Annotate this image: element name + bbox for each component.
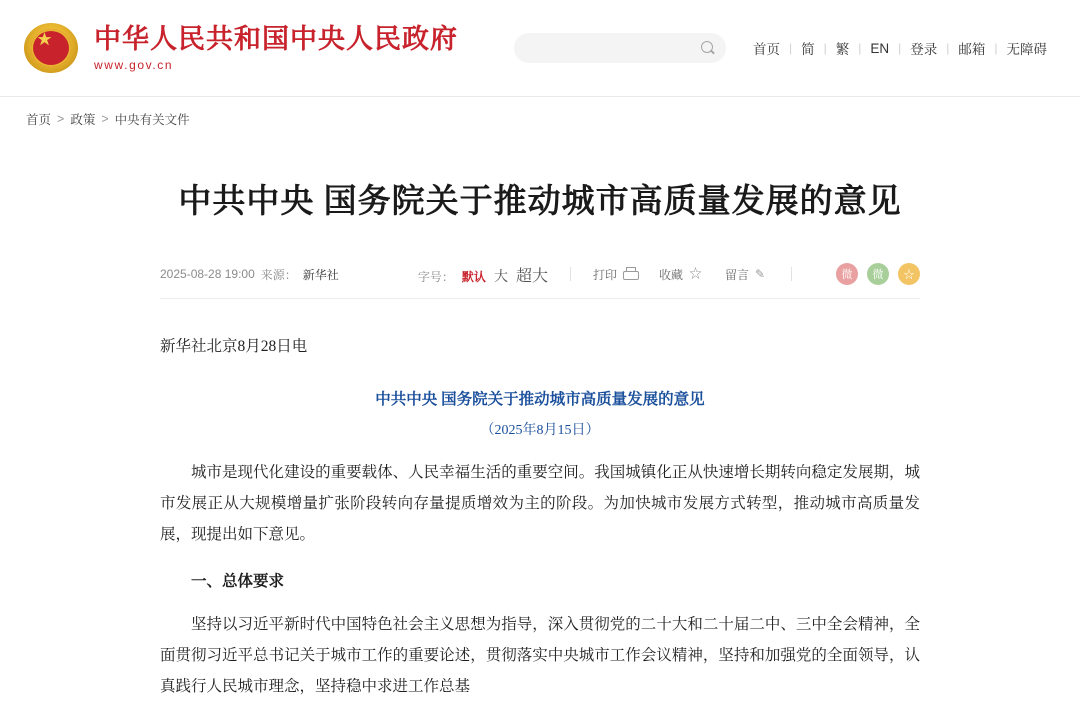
font-size-default[interactable]: 默认: [461, 269, 486, 284]
search-input[interactable]: [530, 40, 700, 56]
star-icon[interactable]: ☆: [688, 266, 702, 282]
publish-datetime: 2025-08-28 19:00: [160, 267, 255, 282]
breadcrumb-item-policy[interactable]: 政策: [70, 112, 96, 127]
site-header: [0, 0, 1080, 96]
nav-item-accessibility[interactable]: 无障碍: [1006, 42, 1047, 57]
print-label: 打印: [592, 267, 617, 282]
weibo-share-icon[interactable]: 微: [836, 263, 858, 285]
wechat-share-icon[interactable]: 微: [867, 263, 889, 285]
site-title-cn: 中华人民共和国中央人民政府: [94, 23, 458, 54]
document-date: （2025年8月15日）: [480, 422, 600, 438]
print-button[interactable]: [593, 266, 637, 283]
search-box[interactable]: [514, 33, 726, 63]
header-nav: [744, 38, 1056, 58]
paragraph: 城市是现代化建设的重要载体、人民幸福生活的重要空间。我国城镇化正从快速增长期转向稳定发展期，城市发展正从大规模增量扩张阶段转向存量提质增效为主的阶段。为加快城市发展方式转型，推动城市高质量发展，现提出如下意见。: [160, 463, 920, 543]
nav-separator: |: [858, 41, 862, 55]
breadcrumb-arrow: >: [101, 111, 109, 126]
breadcrumb-arrow: >: [57, 111, 65, 126]
nav-separator: |: [788, 41, 793, 55]
nav-item-mail[interactable]: 邮箱: [958, 42, 986, 57]
site-url: www.gov.cn: [94, 58, 174, 73]
divider: [791, 267, 792, 281]
source-label: 来源：: [260, 267, 297, 282]
nav-item-home[interactable]: 首页: [752, 42, 780, 57]
font-size-large[interactable]: 大: [493, 267, 508, 284]
nav-separator: |: [898, 41, 902, 55]
meta-left: [160, 266, 339, 283]
header-right: [514, 33, 1056, 63]
nav-item-english[interactable]: EN: [870, 40, 890, 56]
qzone-share-icon[interactable]: ☆: [898, 263, 920, 285]
font-size-label: 字号：: [417, 269, 454, 284]
comment-label: 留言: [724, 267, 749, 282]
breadcrumb-item-central-documents[interactable]: 中央有关文件: [114, 112, 190, 127]
nav-item-login[interactable]: 登录: [910, 42, 938, 57]
nav-item-simplified[interactable]: 简: [801, 42, 815, 57]
printer-icon[interactable]: [623, 267, 637, 281]
breadcrumb-item-home[interactable]: 首页: [26, 112, 52, 127]
nav-separator: |: [946, 41, 950, 55]
article-meta-bar: [160, 259, 920, 299]
font-size-control: [418, 263, 548, 286]
pen-icon[interactable]: ✎: [755, 267, 766, 282]
font-size-xlarge[interactable]: 超大: [515, 267, 548, 285]
comment-button[interactable]: [725, 266, 769, 283]
favorite-button[interactable]: [659, 266, 703, 283]
nav-separator: |: [823, 41, 827, 55]
meta-tools: [418, 263, 920, 286]
favorite-label: 收藏: [658, 267, 683, 282]
site-title: [94, 24, 458, 72]
national-emblem-icon: [22, 19, 80, 77]
share-buttons: [836, 263, 920, 285]
source-value: 新华社: [302, 267, 339, 282]
nav-item-traditional[interactable]: 繁: [835, 42, 850, 57]
breadcrumb: [0, 96, 1080, 140]
article-body: [160, 331, 920, 702]
nav-separator: |: [994, 41, 998, 55]
page-title: 中共中央 国务院关于推动城市高质量发展的意见: [178, 184, 902, 220]
section-heading: 一、总体要求: [191, 572, 285, 590]
article: [0, 180, 1080, 702]
paragraph: 坚持以习近平新时代中国特色社会主义思想为指导，深入贯彻党的二十大和二十届二中、三中全会精神，全面贯彻习近平总书记关于城市工作的重要论述，贯彻落实中央城市工作会议精神，坚持和加强党的全面领导，认真践行人民城市理念，坚持稳中求进工作总基: [160, 615, 920, 695]
divider: [570, 267, 571, 281]
dateline: 新华社北京8月28日电: [160, 337, 308, 355]
search-icon[interactable]: [700, 40, 716, 56]
document-title: 中共中央 国务院关于推动城市高质量发展的意见: [375, 390, 705, 408]
